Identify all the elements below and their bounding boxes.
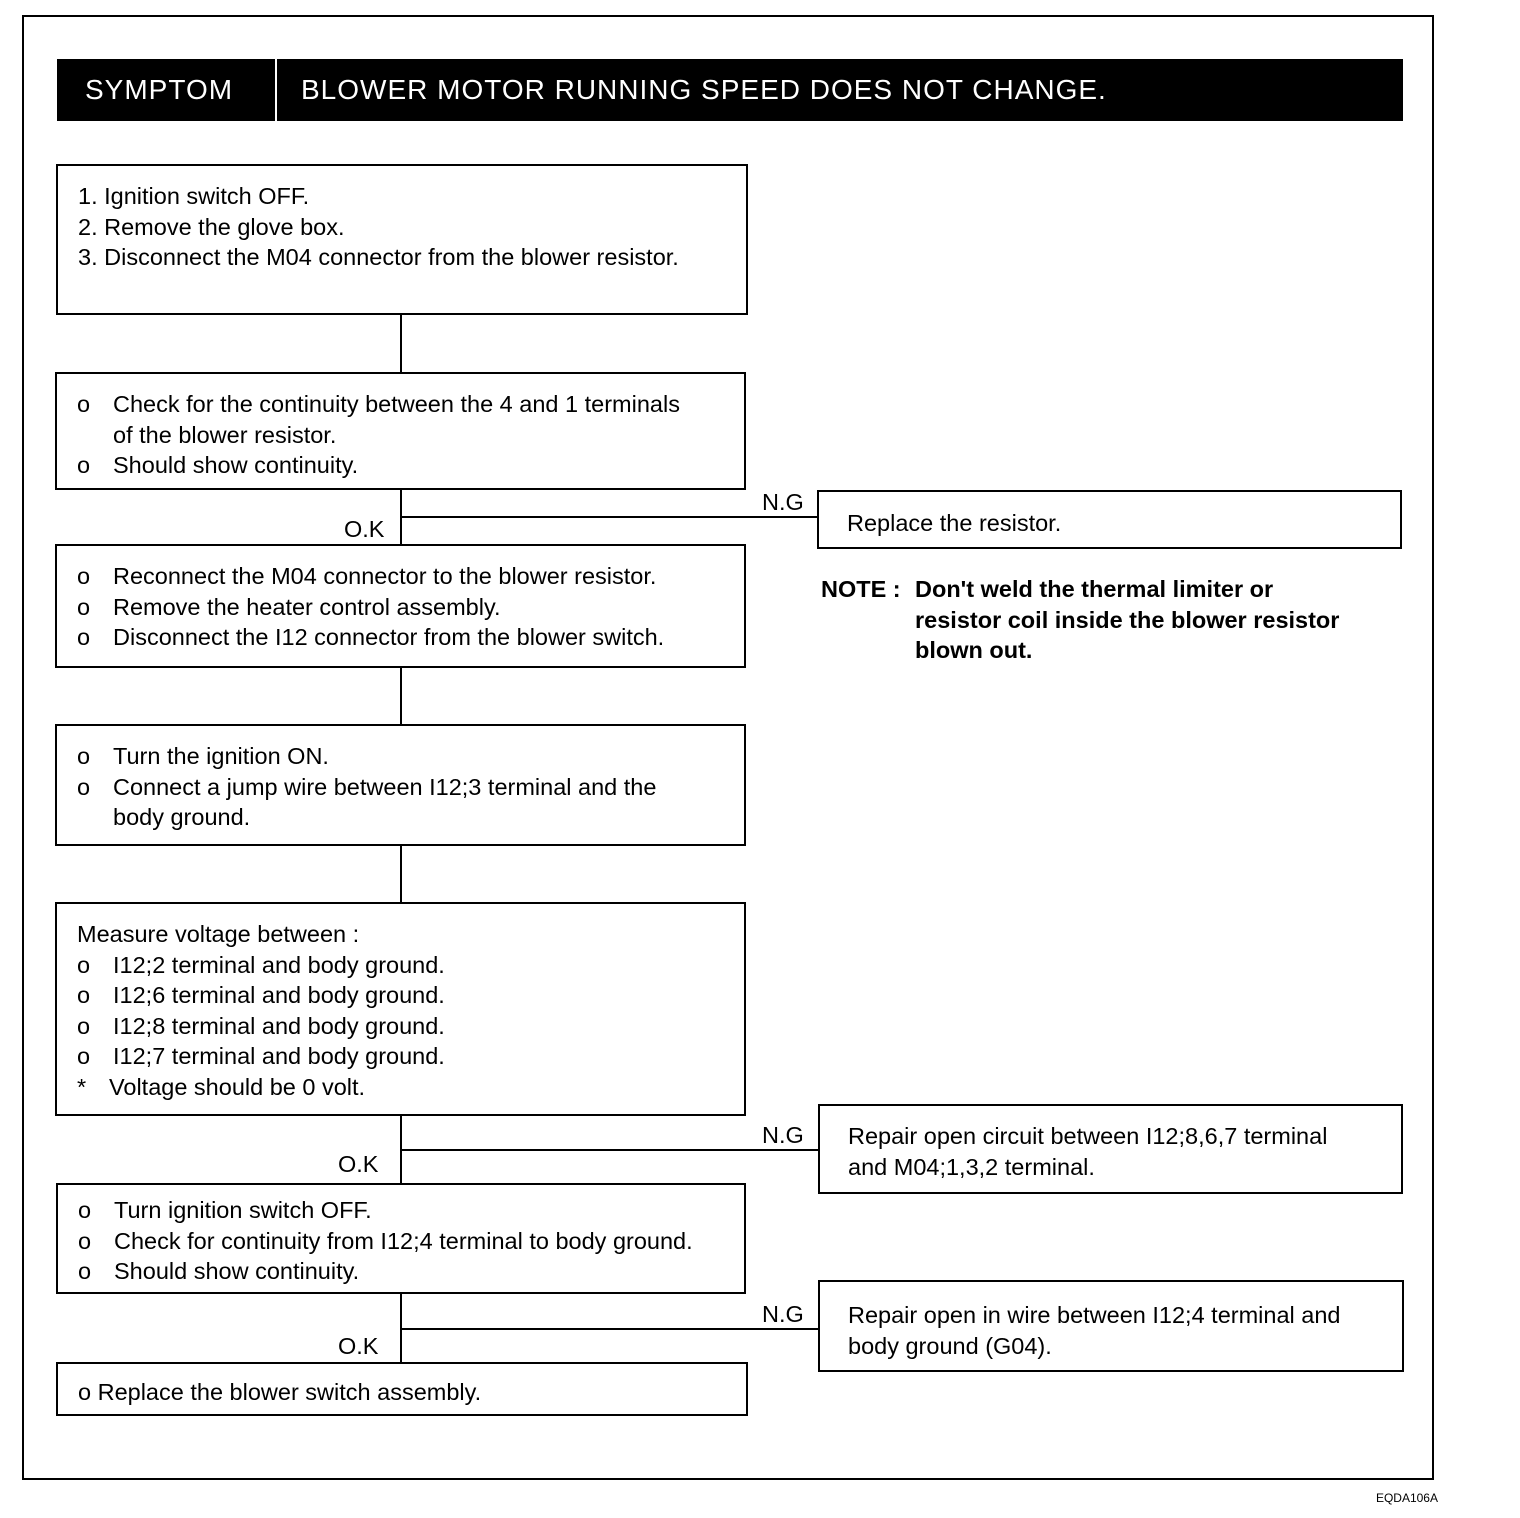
- ng-label: N.G: [762, 1301, 804, 1327]
- step-2-line: o Check for the continuity between the 4 and 1 terminals: [77, 391, 680, 417]
- step-1-line: 2. Remove the glove box.: [78, 213, 345, 240]
- step-4-line: body ground.: [113, 804, 251, 830]
- ok-label: O.K: [338, 1151, 379, 1177]
- replace-resistor-box: [817, 490, 1402, 549]
- step-4-box: [55, 724, 746, 846]
- step-3-line: o Reconnect the M04 connector to the blower resistor.: [77, 563, 657, 589]
- step-1-line: 1. Ignition switch OFF.: [78, 183, 310, 209]
- step-1-line: 3. Disconnect the M04 connector from the blower resistor.: [78, 244, 679, 270]
- step-3-box: [55, 544, 746, 668]
- repair-wire-line: body ground (G04).: [848, 1332, 1052, 1359]
- step-5-line: * Voltage should be 0 volt.: [77, 1073, 366, 1100]
- step-2-line: o Should show continuity.: [77, 452, 359, 478]
- step-5-line: o I12;7 terminal and body ground.: [77, 1043, 445, 1069]
- step-7-box: [56, 1362, 748, 1416]
- ng-label: N.G: [762, 1122, 804, 1148]
- step-6-box: [56, 1183, 746, 1294]
- repair-circuit-line: Repair open circuit between I12;8,6,7 terminal: [848, 1123, 1328, 1149]
- step-4-line: o Connect a jump wire between I12;3 terminal and the: [77, 773, 657, 800]
- step-6-line: o Check for continuity from I12;4 terminal to body ground.: [78, 1227, 693, 1254]
- step-5-line: o I12;8 terminal and body ground.: [77, 1012, 445, 1039]
- step-2-box: [55, 372, 746, 490]
- symptom-label: SYMPTOM: [57, 59, 277, 121]
- step-4-line: o Turn the ignition ON.: [77, 743, 329, 769]
- step-3-line: o Remove the heater control assembly.: [77, 593, 501, 620]
- connector-line: [400, 846, 402, 903]
- ok-label: O.K: [338, 1333, 379, 1359]
- ng-branch-line: [400, 1328, 820, 1330]
- replace-resistor-text: Replace the resistor.: [847, 510, 1062, 536]
- step-5-line: o I12;2 terminal and body ground.: [77, 951, 445, 978]
- step-5-line: o I12;6 terminal and body ground.: [77, 982, 445, 1008]
- repair-wire-box: [818, 1280, 1404, 1372]
- step-6-line: o Turn ignition switch OFF.: [78, 1197, 372, 1223]
- note: [821, 574, 1339, 666]
- ng-branch-line: [400, 516, 818, 518]
- step-2-line: of the blower resistor.: [113, 421, 337, 448]
- symptom-text: BLOWER MOTOR RUNNING SPEED DOES NOT CHANGE.: [301, 74, 1107, 105]
- step-1-box: [56, 164, 748, 315]
- connector-line: [400, 668, 402, 725]
- step-6-line: o Should show continuity.: [78, 1258, 360, 1284]
- step-5-box: [55, 902, 746, 1116]
- note-label: NOTE :: [821, 576, 901, 602]
- note-line: resistor coil inside the blower resistor: [915, 606, 1340, 633]
- step-5-title: Measure voltage between :: [77, 921, 360, 947]
- step-7-text: o Replace the blower switch assembly.: [78, 1379, 482, 1405]
- repair-wire-line: Repair open in wire between I12;4 terminal and: [848, 1302, 1341, 1328]
- figure-code: EQDA106A: [1375, 1491, 1438, 1505]
- ng-branch-line: [400, 1149, 819, 1151]
- symptom-header: [57, 59, 1403, 121]
- ng-label: N.G: [762, 489, 804, 515]
- step-3-line: o Disconnect the I12 connector from the blower switch.: [77, 624, 665, 650]
- ok-label: O.K: [344, 516, 385, 542]
- repair-circuit-box: [818, 1104, 1403, 1194]
- note-line: Don't weld the thermal limiter or: [915, 576, 1274, 602]
- repair-circuit-line: and M04;1,3,2 terminal.: [848, 1153, 1095, 1180]
- connector-line: [400, 315, 402, 373]
- note-line: blown out.: [915, 637, 1033, 663]
